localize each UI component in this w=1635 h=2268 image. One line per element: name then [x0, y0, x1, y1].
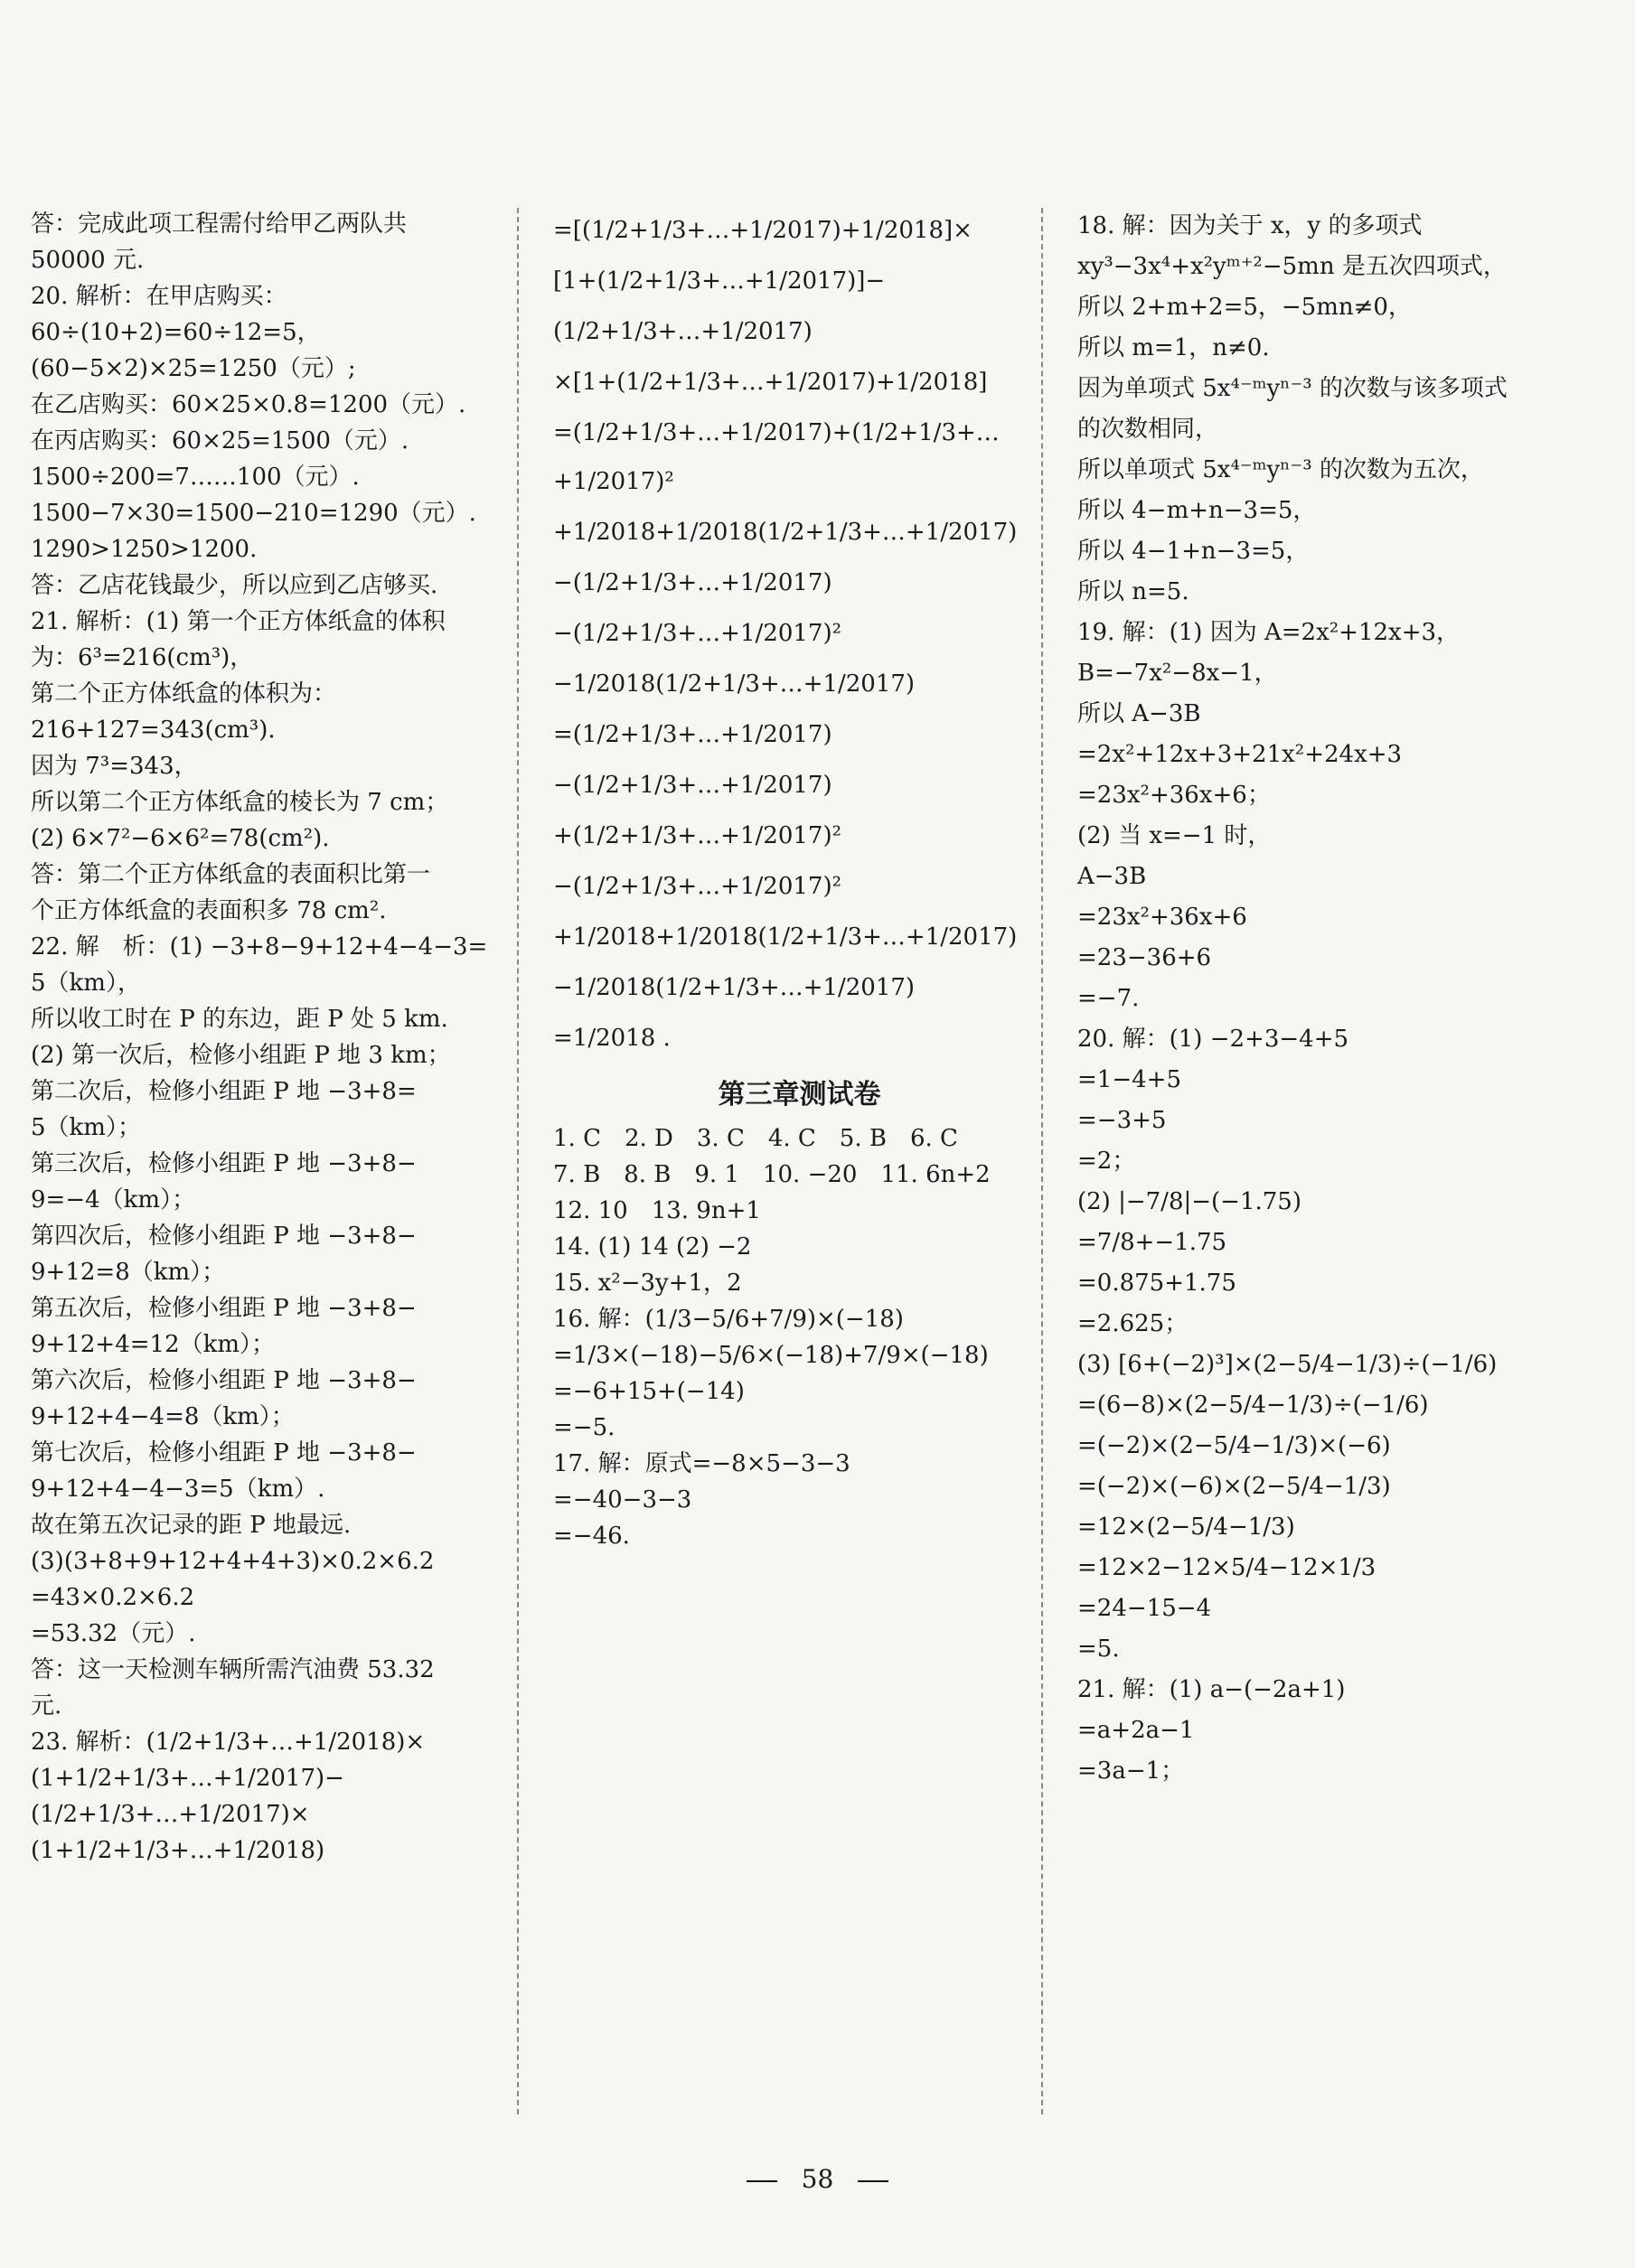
- text-line: 的次数相同，: [1077, 416, 1219, 443]
- text-line: =53.32（元）.: [31, 1620, 196, 1647]
- text-line: 20. 解析：在甲店购买：: [31, 283, 287, 310]
- text-line: 答：第二个正方体纸盒的表面积比第一: [31, 861, 431, 888]
- equation-line: +(1/2+1/3+…+1/2017)²: [553, 822, 842, 849]
- text-line: 9+12=8（km）；: [31, 1259, 226, 1286]
- answer-line: =−5.: [553, 1414, 615, 1441]
- equation-line: =1/2018 .: [553, 1025, 671, 1052]
- equation-line: +1/2018+1/2018(1/2+1/3+…+1/2017): [553, 519, 1018, 546]
- text-line: 在丙店购买：60×25=1500（元）.: [31, 427, 409, 455]
- middle-column: [553, 206, 1046, 1554]
- text-line: 第四次后，检修小组距 P 地 −3+8−: [31, 1223, 417, 1250]
- text-line: 故在第五次记录的距 P 地最远.: [31, 1512, 352, 1539]
- answer-line: =1/3×(−18)−5/6×(−18)+7/9×(−18): [553, 1342, 989, 1369]
- text-line: =5.: [1077, 1635, 1120, 1663]
- text-line: 所以 A−3B: [1077, 700, 1201, 727]
- text-line: =2；: [1077, 1148, 1136, 1175]
- text-line: (1+1/2+1/3+…+1/2018): [31, 1837, 325, 1864]
- equation-line: =[(1/2+1/3+…+1/2017)+1/2018]×: [553, 217, 973, 244]
- text-line: 5（km）；: [31, 1114, 141, 1141]
- equation-line: +1/2018+1/2018(1/2+1/3+…+1/2017): [553, 923, 1018, 951]
- answer-line: 7. B 8. B 9. 1 10. −20 11. 6n+2: [553, 1161, 991, 1188]
- text-line: 所以单项式 5x⁴⁻ᵐyⁿ⁻³ 的次数为五次，: [1077, 456, 1484, 483]
- answer-line: =−46.: [553, 1523, 630, 1550]
- text-line: =−3+5: [1077, 1107, 1167, 1134]
- text-line: 第二个正方体纸盒的体积为：: [31, 680, 337, 708]
- text-line: (1/2+1/3+…+1/2017)×: [31, 1801, 310, 1828]
- text-line: =7/8+−1.75: [1077, 1229, 1227, 1256]
- equation-line: −1/2018(1/2+1/3+…+1/2017): [553, 670, 916, 698]
- answer-line: =−40−3−3: [553, 1486, 692, 1514]
- text-line: 第五次后，检修小组距 P 地 −3+8−: [31, 1295, 417, 1322]
- text-line: (3) [6+(−2)³]×(2−5/4−1/3)÷(−1/6): [1077, 1351, 1498, 1378]
- text-line: 1500−7×30=1500−210=1290（元）.: [31, 500, 476, 527]
- chapter-test-answers: [553, 1120, 1046, 1554]
- answer-line: 16. 解：(1/3−5/6+7/9)×(−18): [553, 1306, 904, 1333]
- text-line: 所以 m=1，n≠0.: [1077, 334, 1270, 361]
- equation-line: −1/2018(1/2+1/3+…+1/2017): [553, 974, 916, 1001]
- text-line: 所以 4−1+n−3=5，: [1077, 538, 1310, 565]
- text-line: 50000 元.: [31, 247, 145, 274]
- footer-dash-left: [747, 2180, 777, 2182]
- text-line: 21. 解析：(1) 第一个正方体纸盒的体积: [31, 608, 446, 635]
- text-line: B=−7x²−8x−1，: [1077, 660, 1278, 687]
- text-line: 60÷(10+2)=60÷12=5，: [31, 319, 321, 346]
- page-footer: [0, 2164, 1635, 2194]
- text-line: 因为 7³=343，: [31, 753, 198, 780]
- right-column: [1077, 206, 1570, 1792]
- text-line: 第三次后，检修小组距 P 地 −3+8−: [31, 1150, 417, 1177]
- text-line: 答：完成此项工程需付给甲乙两队共: [31, 211, 408, 238]
- text-line: 为：6³=216(cm³)，: [31, 644, 254, 671]
- text-line: =12×(2−5/4−1/3): [1077, 1514, 1295, 1541]
- text-line: 19. 解：(1) 因为 A=2x²+12x+3，: [1077, 619, 1461, 646]
- answer-line: 14. (1) 14 (2) −2: [553, 1233, 752, 1261]
- answer-line: =−6+15+(−14): [553, 1378, 745, 1405]
- answer-line: 15. x²−3y+1，2: [553, 1270, 742, 1297]
- text-line: =12×2−12×5/4−12×1/3: [1077, 1554, 1377, 1581]
- equation-line: (1/2+1/3+…+1/2017): [553, 318, 813, 345]
- text-line: 9=−4（km）；: [31, 1186, 196, 1214]
- text-line: 因为单项式 5x⁴⁻ᵐyⁿ⁻³ 的次数与该多项式: [1077, 375, 1508, 402]
- text-line: 第六次后，检修小组距 P 地 −3+8−: [31, 1367, 417, 1394]
- text-line: =2x²+12x+3+21x²+24x+3: [1077, 741, 1403, 768]
- text-line: =23x²+36x+6；: [1077, 782, 1271, 809]
- text-line: =2.625；: [1077, 1310, 1189, 1337]
- text-line: 所以 2+m+2=5，−5mn≠0，: [1077, 294, 1412, 321]
- text-line: 元.: [31, 1692, 62, 1720]
- equation-line: −(1/2+1/3+…+1/2017)²: [553, 620, 842, 647]
- text-line: A−3B: [1077, 863, 1147, 890]
- text-line: 216+127=343(cm³).: [31, 717, 276, 744]
- text-line: =24−15−4: [1077, 1595, 1212, 1622]
- text-line: 所以 4−m+n−3=5，: [1077, 497, 1317, 524]
- text-line: 20. 解：(1) −2+3−4+5: [1077, 1026, 1349, 1053]
- text-line: (2) |−7/8|−(−1.75): [1077, 1188, 1301, 1215]
- text-line: 18. 解：因为关于 x，y 的多项式: [1077, 212, 1423, 239]
- text-line: 9+12+4−4−3=5（km）.: [31, 1476, 325, 1503]
- equation-line: =(1/2+1/3+…+1/2017)+(1/2+1/3+…+1/2017)²: [553, 419, 1000, 495]
- equation-line: [1+(1/2+1/3+…+1/2017)]−: [553, 267, 886, 295]
- text-line: 所以第二个正方体纸盒的棱长为 7 cm；: [31, 789, 449, 816]
- text-line: (60−5×2)×25=1250（元）;: [31, 355, 356, 382]
- text-line: =−7.: [1077, 985, 1140, 1012]
- text-line: 所以收工时在 P 的东边，距 P 处 5 km.: [31, 1006, 448, 1033]
- text-line: =(−2)×(−6)×(2−5/4−1/3): [1077, 1473, 1391, 1500]
- text-line: 答：乙店花钱最少，所以应到乙店够买.: [31, 572, 438, 599]
- text-line: 第二次后，检修小组距 P 地 −3+8=: [31, 1078, 417, 1105]
- text-line: 在乙店购买：60×25×0.8=1200（元）.: [31, 391, 466, 418]
- equation-line: −(1/2+1/3+…+1/2017): [553, 569, 832, 596]
- answer-line: 1. C 2. D 3. C 4. C 5. B 6. C: [553, 1125, 958, 1152]
- text-line: =23x²+36x+6: [1077, 904, 1247, 931]
- text-line: =3a−1；: [1077, 1757, 1185, 1785]
- equation-line: −(1/2+1/3+…+1/2017): [553, 772, 832, 799]
- text-line: 9+12+4−4=8（km）；: [31, 1403, 295, 1430]
- text-line: =23−36+6: [1077, 944, 1212, 971]
- equation-line: =(1/2+1/3+…+1/2017): [553, 721, 832, 748]
- text-line: =0.875+1.75: [1077, 1270, 1236, 1297]
- text-line: 个正方体纸盒的表面积多 78 cm².: [31, 897, 387, 924]
- text-line: (2) 第一次后，检修小组距 P 地 3 km；: [31, 1042, 451, 1069]
- text-line: 第七次后，检修小组距 P 地 −3+8−: [31, 1439, 417, 1467]
- text-line: =1−4+5: [1077, 1066, 1181, 1093]
- footer-dash-right: [858, 2180, 888, 2182]
- text-line: 1290>1250>1200.: [31, 536, 258, 563]
- text-line: 答：这一天检测车辆所需汽油费 53.32: [31, 1656, 435, 1683]
- equation-line: −(1/2+1/3+…+1/2017)²: [553, 873, 842, 900]
- text-line: (1+1/2+1/3+…+1/2017)−: [31, 1765, 344, 1792]
- left-column: [31, 206, 523, 1869]
- text-line: (2) 6×7²−6×6²=78(cm²).: [31, 825, 330, 852]
- text-line: 23. 解析：(1/2+1/3+…+1/2018)×: [31, 1729, 426, 1756]
- text-line: =a+2a−1: [1077, 1717, 1195, 1744]
- text-line: =43×0.2×6.2: [31, 1584, 195, 1611]
- text-line: 22. 解 析：(1) −3+8−9+12+4−4−3=: [31, 933, 488, 961]
- text-line: 1500÷200=7……100（元）.: [31, 464, 360, 491]
- answer-line: 12. 10 13. 9n+1: [553, 1197, 761, 1224]
- solution-23-continued: [553, 206, 1046, 1063]
- text-line: 5（km），: [31, 970, 141, 997]
- answer-line: 17. 解：原式=−8×5−3−3: [553, 1450, 850, 1477]
- text-line: =(−2)×(2−5/4−1/3)×(−6): [1077, 1432, 1391, 1459]
- text-line: 所以 n=5.: [1077, 578, 1189, 605]
- page-number: 58: [801, 2164, 834, 2194]
- text-line: (2) 当 x=−1 时，: [1077, 822, 1272, 849]
- text-line: xy³−3x⁴+x²yᵐ⁺²−5mn 是五次四项式，: [1077, 253, 1507, 280]
- equation-line: ×[1+(1/2+1/3+…+1/2017)+1/2018]: [553, 369, 988, 396]
- text-line: 21. 解：(1) a−(−2a+1): [1077, 1676, 1346, 1703]
- text-line: =(6−8)×(2−5/4−1/3)÷(−1/6): [1077, 1392, 1429, 1419]
- text-line: 9+12+4=12（km）；: [31, 1331, 276, 1358]
- text-line: (3)(3+8+9+12+4+4+3)×0.2×6.2: [31, 1548, 435, 1575]
- section-title: 第三章测试卷: [718, 1079, 881, 1111]
